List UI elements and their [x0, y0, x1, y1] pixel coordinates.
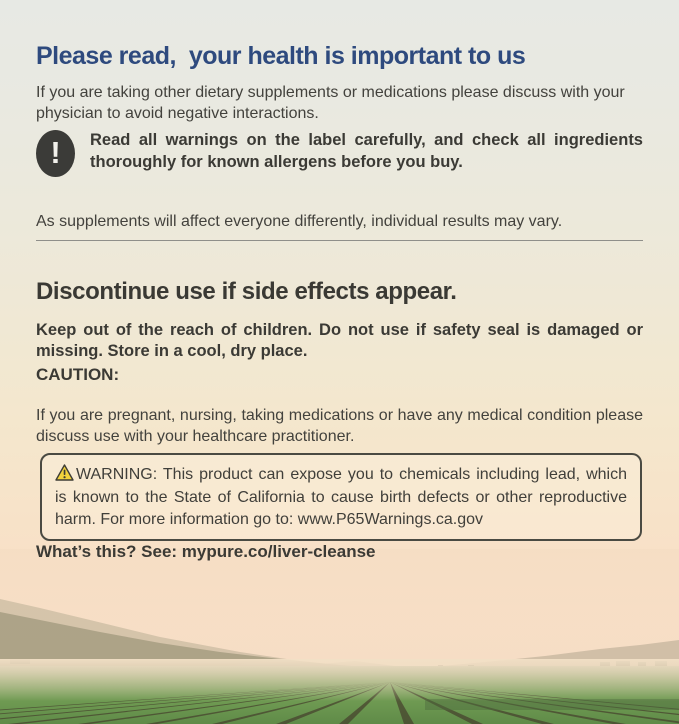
- prop65-warning-box: [40, 453, 642, 541]
- warning-triangle-icon: [55, 464, 74, 487]
- field-photo: [0, 549, 679, 724]
- alert-text: Read all warnings on the label carefully, and check all ingredients thoroughly for known allergens before you buy.: [90, 131, 643, 171]
- section-heading: Discontinue use if side effects appear.: [36, 277, 457, 305]
- exclamation-glyph: !: [50, 135, 61, 170]
- exclamation-circle-icon: [36, 130, 75, 177]
- prop65-text: WARNING: This product can expose you to chemicals including lead, which is known to the State of California to cause birth defects or other reproductive harm. For more information go to: www.P65Warnings.ca.gov: [55, 466, 627, 528]
- safety-paragraph: Keep out of the reach of children. Do not use if safety seal is damaged or missing. Store in a cool, dry place.: [36, 320, 643, 361]
- caution-paragraph: If you are pregnant, nursing, taking medications or have any medical condition please discuss use with your healthcare practitioner.: [36, 407, 643, 446]
- page-title: Please read, your health is important to us: [36, 41, 526, 70]
- caution-label: CAUTION:: [36, 365, 120, 384]
- intro-paragraph: If you are taking other dietary supplements or medications please discuss with your physician to avoid negative interactions.: [36, 84, 625, 123]
- whats-this-note: What’s this? See: mypure.co/liver-cleanse: [36, 542, 376, 561]
- section-divider: [36, 240, 643, 241]
- alert-banner: [36, 130, 643, 177]
- results-note: As supplements will affect everyone differently, individual results may vary.: [36, 213, 563, 230]
